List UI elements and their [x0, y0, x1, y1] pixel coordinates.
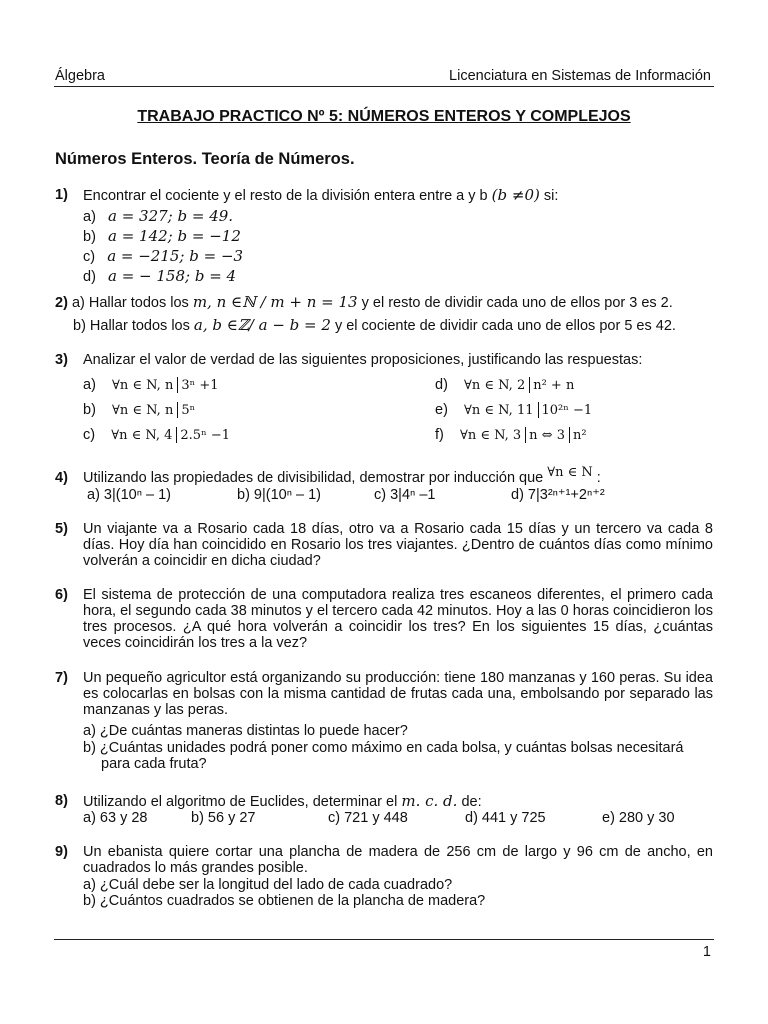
header-subject: Álgebra: [55, 68, 105, 84]
q8-item-d: d) 441 y 725: [465, 810, 546, 826]
q8-item-b: b) 56 y 27: [191, 810, 256, 826]
q3-item-c: c) ∀n ∈ N, 4 2.5ⁿ −1: [83, 427, 231, 443]
q1-text: Encontrar el cociente y el resto de la división entera entre a y b (𝑏 ≠0) si:: [83, 186, 559, 204]
page-number: 1: [702, 944, 711, 960]
q4-number: 4): [55, 470, 68, 486]
q7-text: Un pequeño agricultor está organizando su producción: tiene 180 manzanas y 160 peras. Su idea es colocarlas en bolsas con la misma cantidad de frutas cada una, embolsando por separado las manzanas y las peras.: [83, 670, 713, 718]
q3-item-b: b) ∀n ∈ N, n 5ⁿ: [83, 402, 196, 418]
q4-item-c: c) 3|4ⁿ –1: [374, 487, 436, 503]
q7-number: 7): [55, 670, 68, 686]
q6-number: 6): [55, 587, 68, 603]
q9-text: Un ebanista quiere cortar una plancha de madera de 256 cm de largo y 96 cm de ancho, en cuadrados lo más grandes posible.: [83, 844, 713, 876]
q8-text: Utilizando el algoritmo de Euclides, determinar el 𝑚. 𝑐. 𝑑. de:: [83, 792, 482, 810]
q9-number: 9): [55, 844, 68, 860]
q3-text: Analizar el valor de verdad de las siguientes proposiciones, justificando las respuestas:: [83, 352, 643, 368]
q7-part-b: b) ¿Cuántas unidades podrá poner como máximo en cada bolsa, y cuántas bolsas necesitará para cada fruta?: [83, 740, 684, 772]
q8-item-e: e) 280 y 30: [602, 810, 675, 826]
q1-item-a: a) 𝑎 = 327; 𝑏 = 49.: [83, 207, 234, 225]
q3-item-a: a) ∀n ∈ N, n 3ⁿ +1: [83, 377, 219, 393]
q4-item-d: d) 7|3²ⁿ⁺¹+2ⁿ⁺²: [511, 487, 605, 503]
q8-item-a: a) 63 y 28: [83, 810, 148, 826]
q1-number: 1): [55, 187, 68, 203]
q9-part-a: a) ¿Cuál debe ser la longitud del lado de cada cuadrado?: [83, 877, 453, 893]
footer-rule: [54, 939, 714, 940]
header-program: Licenciatura en Sistemas de Información: [449, 68, 711, 84]
q3-item-e: e) ∀n ∈ N, 11 10²ⁿ −1: [435, 402, 593, 418]
q9-part-b: b) ¿Cuántos cuadrados se obtienen de la plancha de madera?: [83, 893, 486, 909]
q4-item-a: a) 3|(10ⁿ – 1): [87, 487, 172, 503]
q3-item-f: f) ∀n ∈ N, 3 n ⇔ 3 n²: [435, 427, 587, 443]
q2-part-b: b) Hallar todos los 𝑎, 𝑏 ∈ℤ/ 𝑎 − 𝑏 = 2 y el cociente de dividir cada uno de ellos por 5 es 42.: [73, 316, 676, 334]
q8-item-c: c) 721 y 448: [328, 810, 408, 826]
q1-item-d: d) 𝑎 = − 158; 𝑏 = 4: [83, 267, 237, 285]
q5-number: 5): [55, 521, 68, 537]
q3-item-d: d) ∀n ∈ N, 2 n² + n: [435, 377, 575, 393]
q4-item-b: b) 9|(10ⁿ – 1): [237, 487, 322, 503]
q6-text: El sistema de protección de una computadora realiza tres escaneos diferentes, el primero cada hora, el segundo cada 38 minutos y el tercero cada 42 minutos. Hoy a las 0 horas coincidieron los tres procesos. ¿A qué hora volverán a coincidir los tres? En los siguientes 15 días, ¿cuántas veces coincidirán los tres a la vez?: [83, 587, 713, 651]
page-title: TRABAJO PRACTICO Nº 5: NÚMEROS ENTEROS Y COMPLEJOS: [137, 108, 631, 125]
q3-number: 3): [55, 352, 68, 368]
q1-item-b: b) 𝑎 = 142; 𝑏 = −12: [83, 227, 241, 245]
q8-number: 8): [55, 793, 68, 809]
q2-part-a: 2) a) Hallar todos los 𝑚, 𝑛 ∈ℕ / 𝑚 + 𝑛 = 13 y el resto de dividir cada uno de ellos por 3 es 2.: [55, 293, 673, 311]
header-rule: [54, 86, 714, 87]
section-heading: Números Enteros. Teoría de Números.: [55, 150, 355, 168]
q4-text: Utilizando las propiedades de divisibilidad, demostrar por inducción que ∀n ∈ N :: [83, 465, 601, 486]
q7-part-a: a) ¿De cuántas maneras distintas lo puede hacer?: [83, 723, 408, 739]
q1-item-c: c) 𝑎 = −215; 𝑏 = −3: [83, 247, 244, 265]
q5-text: Un viajante va a Rosario cada 18 días, otro va a Rosario cada 15 días y un tercero va cada 8 días. Hoy día han coincidido en Rosario los tres viajantes. ¿Dentro de cuántos días como mínimo volverán a coincidir en dicha ciudad?: [83, 521, 713, 569]
